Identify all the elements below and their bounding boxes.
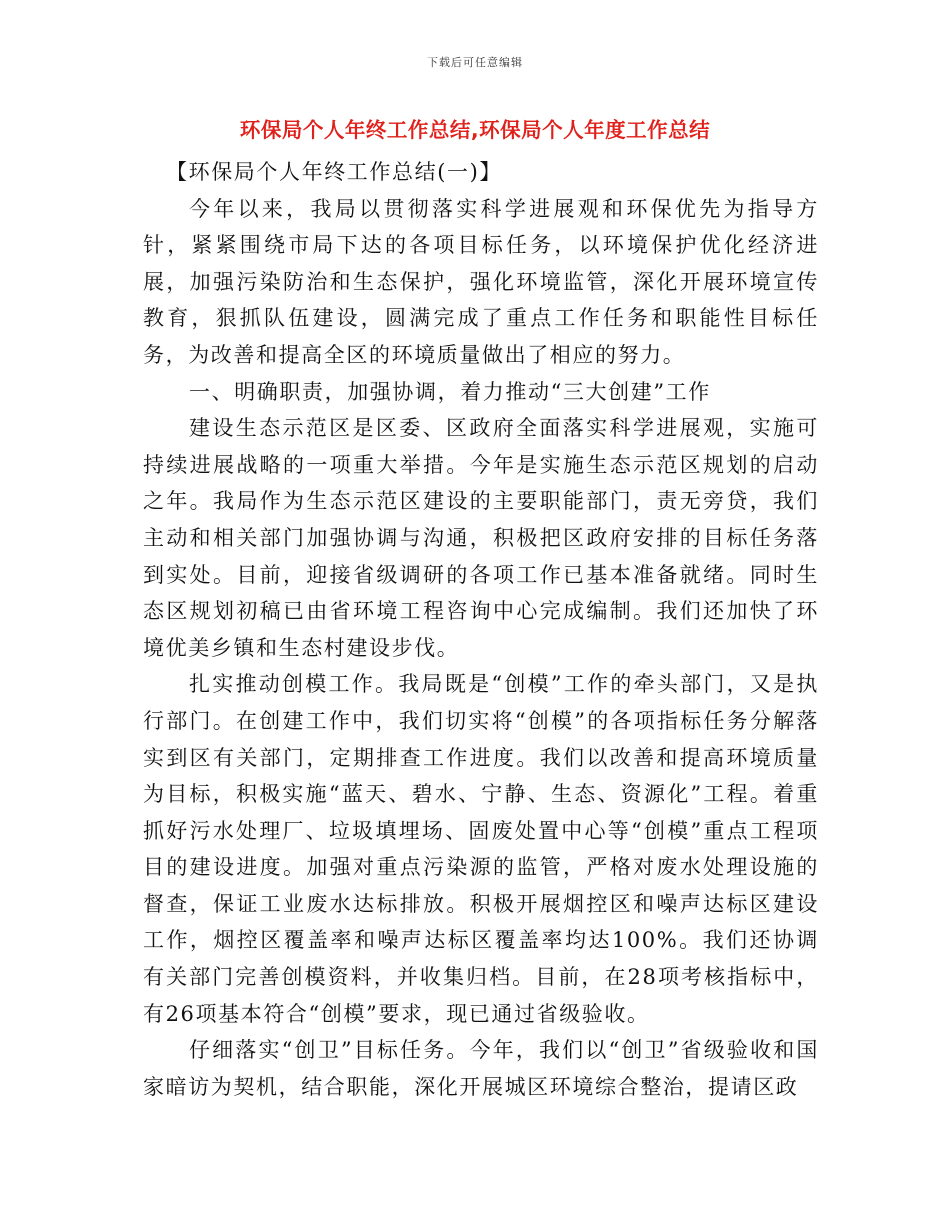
document-body — [143, 154, 819, 1105]
paragraph-eco-zone: 建设生态示范区是区委、区政府全面落实科学进展观，实施可持续进展战略的一项重大举措。今年是实施生态示范区规划的启动之年。我局作为生态示范区建设的主要职能部门，责无旁贷，我们主动和相关部门加强协调与沟通，积极把区政府安排的目标任务落到实处。目前，迎接省级调研的各项工作已基本准备就绪。同时生态区规划初稿已由省环境工程咨询中心完成编制。我们还加快了环境优美乡镇和生态村建设步伐。 — [143, 416, 819, 660]
page-header-note: 下载后可任意编辑 — [427, 56, 523, 69]
section-label: 【环保局个人年终工作总结(一)】 — [166, 160, 502, 184]
document-title: 环保局个人年终工作总结,环保局个人年度工作总结 — [239, 118, 711, 142]
paragraph-intro: 今年以来，我局以贯彻落实科学进展观和环保优先为指导方针，紧紧围绕市局下达的各项目标任务，以环境保护优化经济进展，加强污染防治和生态保护，强化环境监管，深化开展环境宣传教育，狠抓队伍建设，圆满完成了重点工作任务和职能性目标任务，为改善和提高全区的环境质量做出了相应的努力。 — [143, 196, 819, 367]
paragraph-model-city: 扎实推动创模工作。我局既是“创模”工作的牵头部门，又是执行部门。在创建工作中，我们切实将“创模”的各项指标任务分解落实到区有关部门，定期排查工作进度。我们以改善和提高环境质量为目标，积极实施“蓝天、碧水、宁静、生态、资源化”工程。着重抓好污水处理厂、垃圾填埋场、固废处置中心等“创模”重点工程项目的建设进度。加强对重点污染源的监管，严格对废水处理设施的督查，保证工业废水达标排放。积极开展烟控区和噪声达标区建设工作，烟控区覆盖率和噪声达标区覆盖率均达100%。我们还协调有关部门完善创模资料，并收集归档。目前，在28项考核指标中，有26项基本符合“创模”要求，现已通过省级验收。 — [143, 672, 819, 1026]
paragraph-sanitation: 仔细落实“创卫”目标任务。今年，我们以“创卫”省级验收和国家暗访为契机，结合职能，深化开展城区环境综合整治，提请区政 — [143, 1038, 819, 1099]
subheading-one: 一、明确职责，加强协调，着力推动“三大创建”工作 — [189, 379, 711, 404]
